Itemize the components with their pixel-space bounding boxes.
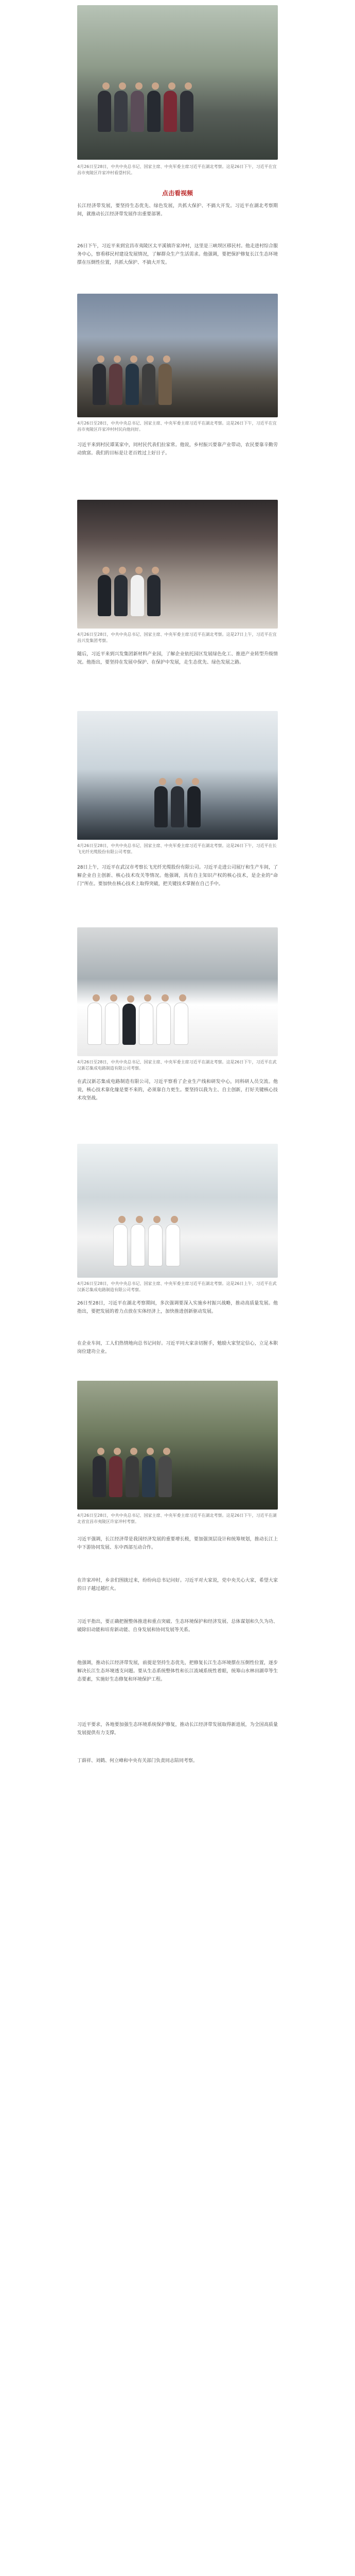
photo-people bbox=[98, 82, 197, 132]
article-paragraph bbox=[77, 1078, 278, 1103]
paragraph-14: 丁薛祥、刘鹤、何立峰和中央有关部门负责同志陪同考察。 bbox=[77, 1758, 198, 1764]
paragraph-8: 在企业车间，工人们热情地向总书记问好。习近平同大家亲切握手，勉励大家坚定信心，立足本职岗位建功立业。 bbox=[77, 1341, 278, 1354]
article-paragraph bbox=[77, 1577, 278, 1593]
photo-village-visit bbox=[77, 5, 278, 160]
paragraph-2: 26日下午，习近平来到宜昌市夷陵区太平溪镇许家冲村，这里是三峡坝区移民村。他走进村综合服务中心，察看移民村建设发展情况，了解群众生产生活需求。他强调，要把保护修复长江生态环境摆在压倒性位置，共抓大保护、不搞大开发。 bbox=[77, 244, 278, 265]
article-paragraph bbox=[77, 202, 278, 218]
paragraph-13: 习近平要求，各地要加强生态环境系统保护修复，推动长江经济带发展取得新进展，为全国高质量发展提供有力支撑。 bbox=[77, 1722, 278, 1736]
photo-people bbox=[154, 778, 204, 827]
article-paragraph bbox=[77, 1618, 278, 1634]
article-paragraph bbox=[77, 1340, 278, 1356]
paragraph-11: 习近平指出，要正确把握整体推进和重点突破、生态环境保护和经济发展、总体谋划和久久为功、破除旧动能和培育新动能、自身发展和协同发展等关系。 bbox=[77, 1619, 278, 1633]
paragraph-10: 在许家冲村，乡亲们围拢过来，纷纷向总书记问好。习近平对大家说，党中央关心大家，希望大家的日子越过越红火。 bbox=[77, 1578, 278, 1591]
paragraph-12: 他强调，推动长江经济带发展，前提是坚持生态优先，把修复长江生态环境摆在压倒性位置，逐步解决长江生态环境透支问题。要从生态系统整体性和长江流域系统性着眼，统筹山水林田湖草等生态要素，实施好生态修复和环境保护工程。 bbox=[77, 1660, 278, 1682]
photo-caption: 4月26日至28日，中共中央总书记、国家主席、中央军委主席习近平在湖北考察。这是26日下午，习近平在长飞光纤光缆股份有限公司考察。 bbox=[77, 843, 277, 854]
photo-people bbox=[87, 994, 191, 1045]
photo-cleanroom bbox=[77, 1144, 278, 1278]
article-paragraph bbox=[77, 441, 278, 457]
section-title[interactable]: 点击看视频 bbox=[162, 190, 193, 197]
paragraph-3: 习近平来到村民谭某家中，同村民代表们拉家常。他说，乡村振兴要靠产业带动，农民要靠辛勤劳动致富。我们的目标是让老百姓过上好日子。 bbox=[77, 443, 278, 456]
photo-chip-lab bbox=[77, 927, 278, 1056]
article-paragraph bbox=[77, 1757, 278, 1765]
paragraph-7: 26日至28日，习近平在湖北考察期间，多次强调要深入实施乡村振兴战略，推动高质量发展。他指出，要把发展的着力点放在实体经济上，加快推进创新驱动发展。 bbox=[77, 1301, 278, 1314]
article-paragraph bbox=[77, 863, 278, 888]
photo-village-crowd bbox=[77, 1381, 278, 1510]
article-paragraph bbox=[77, 1721, 278, 1737]
photo-caption: 4月26日至28日，中共中央总书记、国家主席、中央军委主席习近平在湖北考察。这是27日上午，习近平在宜昌兴发集团考察。 bbox=[77, 632, 277, 643]
photo-fiber-company bbox=[77, 711, 278, 840]
photo-industrial-park bbox=[77, 500, 278, 629]
article-paragraph bbox=[77, 1535, 278, 1552]
paragraph-5: 28日上午，习近平在武汉市考察长飞光纤光缆股份有限公司。习近平走进公司展厅和生产车间，了解企业自主创新、核心技术攻关等情况。他强调，具有自主知识产权的核心技术，是企业的“命门”所在。要加快在核心技术上取得突破，把关键技术掌握在自己手中。 bbox=[77, 865, 278, 887]
photo-people bbox=[93, 355, 175, 405]
photo-caption: 4月26日至28日，中共中央总书记、国家主席、中央军委主席习近平在湖北考察。这是26日下午，习近平在武汉新芯集成电路制造有限公司考察。 bbox=[77, 1060, 277, 1071]
article-paragraph bbox=[77, 1659, 278, 1684]
photo-people bbox=[93, 1448, 175, 1497]
article-paragraph bbox=[77, 650, 278, 667]
article-paragraph bbox=[77, 1299, 278, 1316]
paragraph-1: 长江经济带发展，要坚持生态优先、绿色发展，共抓大保护、不搞大开发。习近平在湖北考察期间，就推动长江经济带发展作出重要部署。 bbox=[77, 204, 278, 217]
photo-caption: 4月26日至28日，中共中央总书记、国家主席、中央军委主席习近平在湖北考察。这是26日下午，习近平在宜昌市夷陵区许家冲村看望村民。 bbox=[77, 164, 277, 175]
photo-people bbox=[113, 1216, 183, 1266]
paragraph-9: 习近平强调，长江经济带是我国经济发展的重要增长极，要加强顶层设计和统筹规划，推动长江上中下游协同发展、东中西部互动合作。 bbox=[77, 1537, 278, 1550]
photo-caption: 4月26日至28日，中共中央总书记、国家主席、中央军委主席习近平在湖北考察。这是26日上午，习近平在武汉新芯集成电路制造有限公司考察。 bbox=[77, 1281, 277, 1292]
photo-caption: 4月26日至28日，中共中央总书记、国家主席、中央军委主席习近平在湖北考察。这是26日下午，习近平在宜昌市夷陵区许家冲村村民向他问好。 bbox=[77, 421, 277, 432]
photo-people bbox=[98, 567, 164, 616]
article-paragraph bbox=[77, 242, 278, 267]
photo-caption: 4月26日至28日，中共中央总书记、国家主席、中央军委主席习近平在湖北考察。这是26日下午，习近平在湖北省宜昌市夷陵区许家冲村考察。 bbox=[77, 1513, 277, 1524]
paragraph-4: 随后，习近平来到兴发集团新材料产业园，了解企业依托园区发展绿色化工、推进产业转型升级情况。他指出，要坚持在发展中保护、在保护中发展，走生态优先、绿色发展之路。 bbox=[77, 652, 278, 665]
paragraph-6: 在武汉新芯集成电路制造有限公司，习近平察看了企业生产线和研发中心，同科研人员交流。他说，核心技术靠化缘是要不来的，必须靠自力更生。要坚持以我为主、自主创新，打好关键核心技术攻坚战。 bbox=[77, 1079, 278, 1101]
photo-villagers bbox=[77, 294, 278, 417]
